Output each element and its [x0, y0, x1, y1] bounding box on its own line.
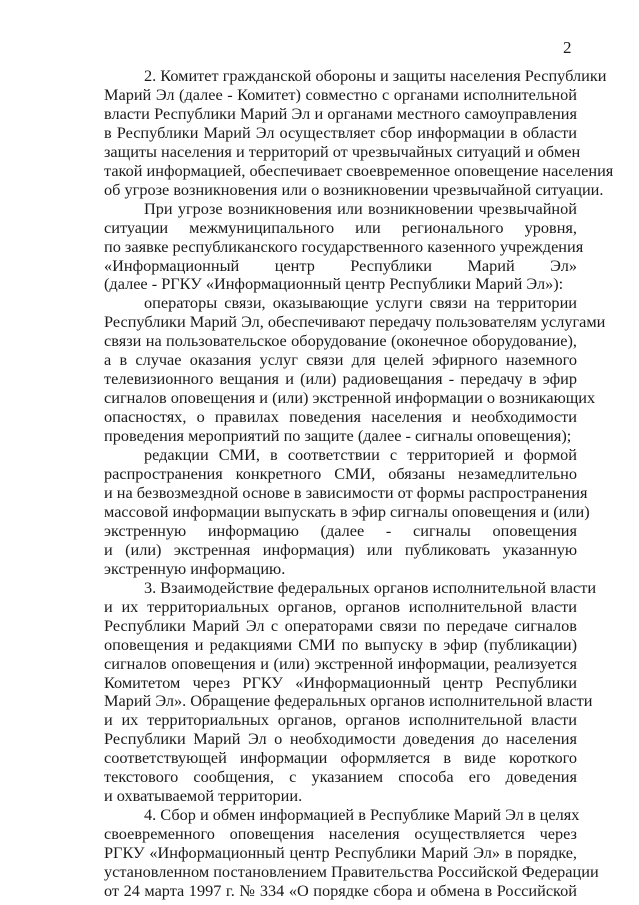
text-line: проведения мероприятий по защите (далее - сигналы оповещения); — [104, 426, 572, 446]
text-line: от 24 марта 1997 г. № 334 «О порядке сбора и обмена в Российской — [104, 880, 577, 900]
paragraph — [104, 66, 614, 200]
text-line: власти Республики Марий Эл и органами местного самоуправления — [104, 103, 577, 123]
text-line: соответствующей информации оформляется в виде короткого — [104, 748, 577, 768]
text-line: 4. Сбор и обмен информацией в Республике Марий Эл в целях — [144, 805, 580, 825]
text-line: Республики Марий Эл о необходимости доведения до населения — [104, 729, 577, 749]
text-line: операторы связи, оказывающие услуги связи на территории — [144, 293, 577, 313]
text-line: своевременного оповещения населения осуществляется через — [104, 824, 577, 844]
text-line: такой информацией, обеспечивает своевременное оповещение населения — [104, 160, 614, 180]
text-line: Республики Марий Эл с операторами связи по передаче сигналов — [104, 615, 577, 635]
text-line: (далее - РГКУ «Информационный центр Республики Марий Эл»): — [104, 274, 564, 294]
text-line: и их территориальных органов, органов исполнительной власти — [104, 596, 577, 616]
text-line: РГКУ «Информационный центр Республики Марий Эл» в порядке, — [104, 843, 577, 863]
paragraph — [104, 293, 606, 446]
text-line: Комитетом через РГКУ «Информационный центр Республики — [104, 672, 577, 692]
text-line: опасностях, о правилах поведения населения и необходимости — [104, 407, 577, 427]
document-body — [104, 66, 614, 901]
text-line: связи на пользовательское оборудование (оконечное оборудование), — [104, 331, 577, 351]
paragraph — [104, 198, 584, 295]
text-line: 3. Взаимодействие федеральных органов исполнительной власти — [144, 577, 597, 597]
text-line: Марий Эл (далее - Комитет) совместно с органами исполнительной — [104, 84, 577, 104]
text-line: «Информационный центр Республики Марий Эл» — [104, 255, 577, 275]
text-line: в Республики Марий Эл осуществляет сбор информации в области — [104, 122, 577, 142]
text-line: При угрозе возникновения или возникновении чрезвычайной — [144, 198, 577, 218]
text-line: телевизионного вещания и (или) радиовещания - передачу в эфир — [104, 369, 577, 389]
text-line: и (или) экстренная информация) или публиковать указанную — [104, 539, 577, 559]
text-line: массовой информации выпускать в эфир сигналы оповещения и (или) — [104, 501, 590, 521]
paragraph — [104, 805, 599, 901]
text-line: распространения конкретного СМИ, обязаны незамедлительно — [104, 464, 577, 484]
text-line: текстового сообщения, с указанием способа его доведения — [104, 767, 577, 787]
text-line: ситуации межмуниципального или регионального уровня, — [104, 217, 577, 237]
text-line: сигналов оповещения и (или) экстренной информации, реализуется — [104, 653, 577, 673]
text-line: и на безвозмездной основе в зависимости от формы распространения — [104, 482, 588, 502]
text-line: установленном постановлением Правительства Российской Федерации — [104, 862, 599, 882]
text-line: 2. Комитет гражданской обороны и защиты населения Республики — [144, 66, 607, 85]
text-line: по заявке республиканского государственного казенного учреждения — [104, 236, 584, 256]
page-number: 2 — [563, 38, 572, 57]
paragraph — [104, 577, 597, 806]
text-line: экстренную информацию. — [104, 558, 286, 578]
text-line: Республики Марий Эл, обеспечивают передачу пользователям услугами — [104, 312, 606, 332]
text-line: сигналов оповещения и (или) экстренной информации о возникающих — [104, 388, 596, 408]
text-line: и их территориальных органов, органов исполнительной власти — [104, 710, 577, 730]
text-line: и охватываемой территории. — [104, 786, 303, 806]
text-line: оповещения и редакциями СМИ по выпуску в эфир (публикации) — [104, 634, 577, 654]
text-line: экстренную информацию (далее - сигналы оповещения — [104, 520, 577, 540]
text-line: Марий Эл». Обращение федеральных органов исполнительной власти — [104, 691, 593, 711]
paragraph — [104, 445, 590, 579]
text-line: редакции СМИ, в соответствии с территорией и формой — [144, 445, 577, 465]
text-line: защиты населения и территорий от чрезвычайных ситуаций и обмен — [104, 141, 581, 161]
text-line: об угрозе возникновения или о возникновении чрезвычайной ситуации. — [104, 179, 604, 199]
text-line: а в случае оказания услуг связи для целей эфирного наземного — [104, 350, 577, 370]
